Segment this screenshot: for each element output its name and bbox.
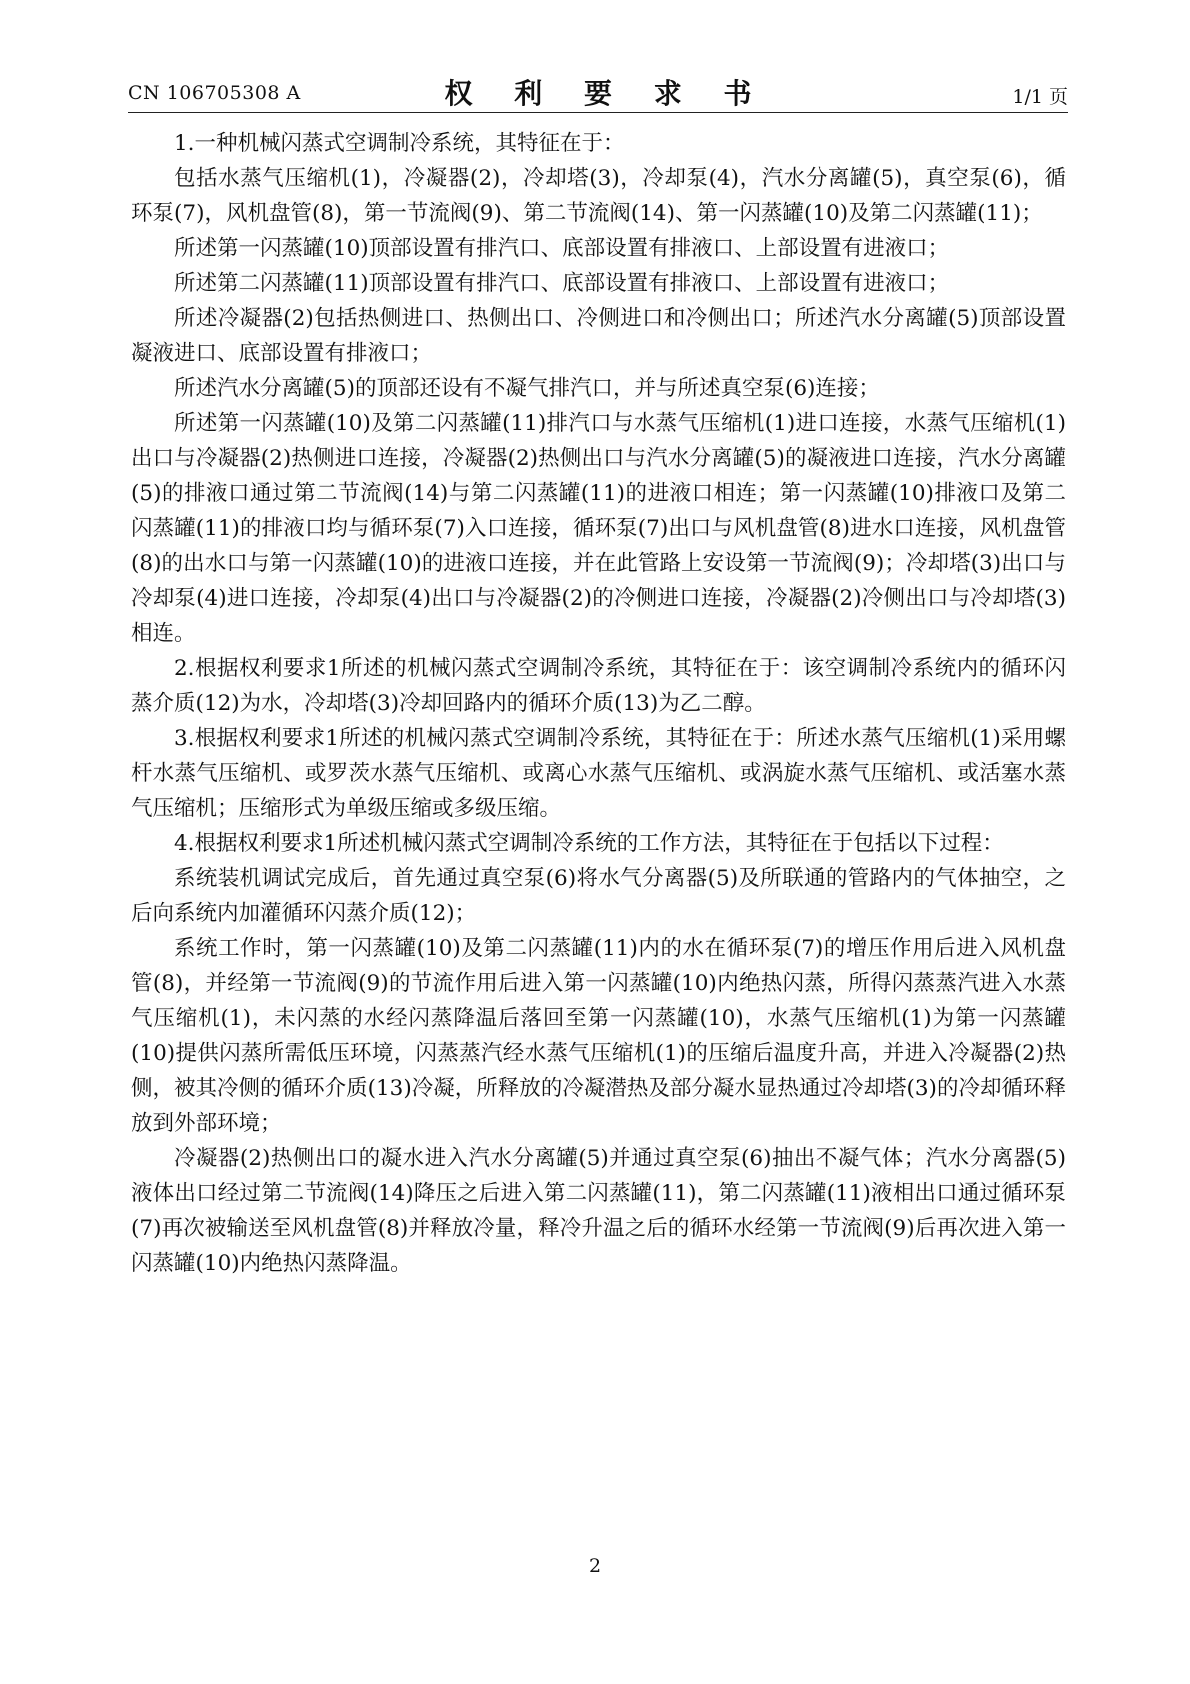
claim-2: 2.根据权利要求1所述的机械闪蒸式空调制冷系统，其特征在于：该空调制冷系统内的循环闪蒸介质(12)为水，冷却塔(3)冷却回路内的循环介质(13)为乙二醇。 [131,656,1066,716]
claims-body [131,126,1066,1281]
page-header [128,72,1068,110]
page-number: 2 [588,1555,602,1577]
claim-1-condenser: 所述冷凝器(2)包括热侧进口、热侧出口、冷侧进口和冷侧出口；所述汽水分离罐(5)顶部设置凝液进口、底部设置有排液口； [131,306,1066,366]
document-title: 权 利 要 求 书 [444,77,768,110]
claim-1-intro: 1.一种机械闪蒸式空调制冷系统，其特征在于： [174,131,625,156]
claim-3: 3.根据权利要求1所述的机械闪蒸式空调制冷系统，其特征在于：所述水蒸气压缩机(1)采用螺杆水蒸气压缩机、或罗茨水蒸气压缩机、或离心水蒸气压缩机、或涡旋水蒸气压缩机、或活塞水蒸气压缩机；压缩形式为单级压缩或多级压缩。 [131,726,1066,821]
claim-1-second-flash-tank: 所述第二闪蒸罐(11)顶部设置有排汽口、底部设置有排液口、上部设置有进液口； [174,271,950,296]
header-rule [128,112,1068,113]
claim-4-step-operation: 系统工作时，第一闪蒸罐(10)及第二闪蒸罐(11)内的水在循环泵(7)的增压作用后进入风机盘管(8)，并经第一节流阀(9)的节流作用后进入第一闪蒸罐(10)内绝热闪蒸，所得闪蒸蒸汽进入水蒸气压缩机(1)，未闪蒸的水经闪蒸降温后落回至第一闪蒸罐(10)，水蒸气压缩机(1)为第一闪蒸罐(10)提供闪蒸所需低压环境，闪蒸蒸汽经水蒸气压缩机(1)的压缩后温度升高，并进入冷凝器(2)热侧，被其冷侧的循环介质(13)冷凝，所释放的冷凝潜热及部分凝水显热通过冷却塔(3)的冷却循环释放到外部环境； [131,936,1066,1136]
page-info: 1/1 页 [1012,86,1068,108]
claim-1-separator-vent: 所述汽水分离罐(5)的顶部还设有不凝气排汽口，并与所述真空泵(6)连接； [174,376,880,401]
claim-1-connections: 所述第一闪蒸罐(10)及第二闪蒸罐(11)排汽口与水蒸气压缩机(1)进口连接，水蒸气压缩机(1)出口与冷凝器(2)热侧进口连接，冷凝器(2)热侧出口与汽水分离罐(5)的凝液进口连接，汽水分离罐(5)的排液口通过第二节流阀(14)与第二闪蒸罐(11)的进液口相连；第一闪蒸罐(10)排液口及第二闪蒸罐(11)的排液口均与循环泵(7)入口连接，循环泵(7)出口与风机盘管(8)进水口连接，风机盘管(8)的出水口与第一闪蒸罐(10)的进液口连接，并在此管路上安设第一节流阀(9)；冷却塔(3)出口与冷却泵(4)进口连接，冷却泵(4)出口与冷凝器(2)的冷侧进口连接，冷凝器(2)冷侧出口与冷却塔(3)相连。 [131,411,1066,646]
claim-4-intro: 4.根据权利要求1所述机械闪蒸式空调制冷系统的工作方法，其特征在于包括以下过程： [174,831,1004,856]
publication-number: CN 106705308 A [128,82,301,104]
claim-4-step-setup: 系统装机调试完成后，首先通过真空泵(6)将水气分离器(5)及所联通的管路内的气体抽空，之后向系统内加灌循环闪蒸介质(12)； [131,866,1066,926]
claim-4-step-condensate: 冷凝器(2)热侧出口的凝水进入汽水分离罐(5)并通过真空泵(6)抽出不凝气体；汽水分离器(5)液体出口经过第二节流阀(14)降压之后进入第二闪蒸罐(11)，第二闪蒸罐(11)液相出口通过循环泵(7)再次被输送至风机盘管(8)并释放冷量，释冷升温之后的循环水经第一节流阀(9)后再次进入第一闪蒸罐(10)内绝热闪蒸降温。 [131,1146,1066,1276]
claim-1-first-flash-tank: 所述第一闪蒸罐(10)顶部设置有排汽口、底部设置有排液口、上部设置有进液口； [174,236,950,261]
claim-1-components: 包括水蒸气压缩机(1)，冷凝器(2)，冷却塔(3)，冷却泵(4)，汽水分离罐(5)，真空泵(6)，循环泵(7)，风机盘管(8)，第一节流阀(9)、第二节流阀(14)、第一闪蒸罐(10)及第二闪蒸罐(11)； [131,166,1066,226]
